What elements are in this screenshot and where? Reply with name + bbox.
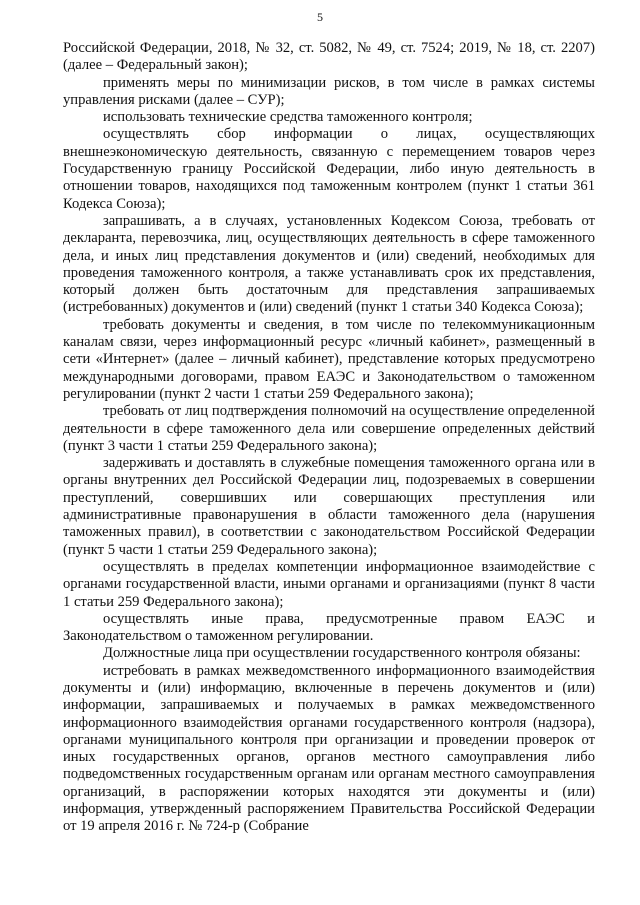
paragraph-interaction: осуществлять в пределах компетенции информационное взаимодействие с органами государственной власти, иными органами и организациями (пункт 8 части 1 статьи 259 Федерального закона); [63,558,595,610]
document-body [63,40,595,836]
paragraph-detain: задерживать и доставлять в служебные помещения таможенного органа или в органы внутренних дел Российской Федерации лиц, подозреваемых в совершении преступлений, совершивших или совершающих преступления или административные правонарушения в области таможенного дела (нарушения таможенных правил), в соответствии с законодательством Российской Федерации (пункт 5 части 1 статьи 259 Федерального закона); [63,455,595,558]
paragraph-collect-info: осуществлять сбор информации о лицах, осуществляющих внешнеэкономическую деятельность, связанную с перемещением товаров через Государственную границу Российской Федерации, либо иную деятельность в отношении товаров, находящихся под таможенным контролем (пункт 1 статьи 361 Кодекса Союза); [63,126,595,212]
paragraph-request-interagency: истребовать в рамках межведомственного информационного взаимодействия документы и (или) информацию, включенные в перечень документов и (или) информации, запрашиваемых и получаемых в рамках межведомственного информационного взаимодействия органами государственного контроля (надзора), органами муниципального контроля при организации и проведении проверок от иных государственных органов, органов местного самоуправления либо подведомственных государственным органам или органам местного самоуправления организаций, в распоряжении которых находятся эти документы и (или) информация, утвержденный распоряжением Правительства Российской Федерации от 19 апреля 2016 г. № 724-р (Собрание [63,662,595,835]
paragraph-obligations-heading: Должностные лица при осуществлении государственного контроля обязаны: [103,645,581,662]
paragraph-require-authority: требовать от лиц подтверждения полномочий на осуществление определенной деятельности в сфере таможенного дела или совершение определенных действий (пункт 3 части 1 статьи 259 Федерального закона); [63,403,595,454]
paragraph-technical-means: использовать технические средства таможенного контроля; [103,109,473,126]
page-number: 5 [317,10,323,24]
paragraph-other-rights: осуществлять иные права, предусмотренные правом ЕАЭС и Законодательством о таможенном регулировании. [63,610,595,645]
paragraph-risk-measures: применять меры по минимизации рисков, в том числе в рамках системы управления рисками (далее – СУР); [63,74,595,108]
paragraph-continuation: Российской Федерации, 2018, № 32, ст. 5082, № 49, ст. 7524; 2019, № 18, ст. 2207) (далее – Федеральный закон); [63,40,595,74]
paragraph-require-docs: требовать документы и сведения, в том числе по телекоммуникационным каналам связи, через информационный ресурс «личный кабинет», размещенный в сети «Интернет» (далее – личный кабинет), представление которых предусмотрено международными договорами, правом ЕАЭС и Законодательством о таможенном регулировании (пункт 2 части 1 статьи 259 Федерального закона); [63,316,595,402]
paragraph-request-docs: запрашивать, а в случаях, установленных Кодексом Союза, требовать от декларанта, перевозчика, лиц, осуществляющих деятельность в сфере таможенного дела, и иных лиц представления документов и (или) сведений, необходимых для проведения таможенного контроля, а также устанавливать срок их представления, который должен быть достаточным для представления запрашиваемых (истребованных) документов и (или) сведений (пункт 1 статьи 340 Кодекса Союза); [63,212,595,316]
